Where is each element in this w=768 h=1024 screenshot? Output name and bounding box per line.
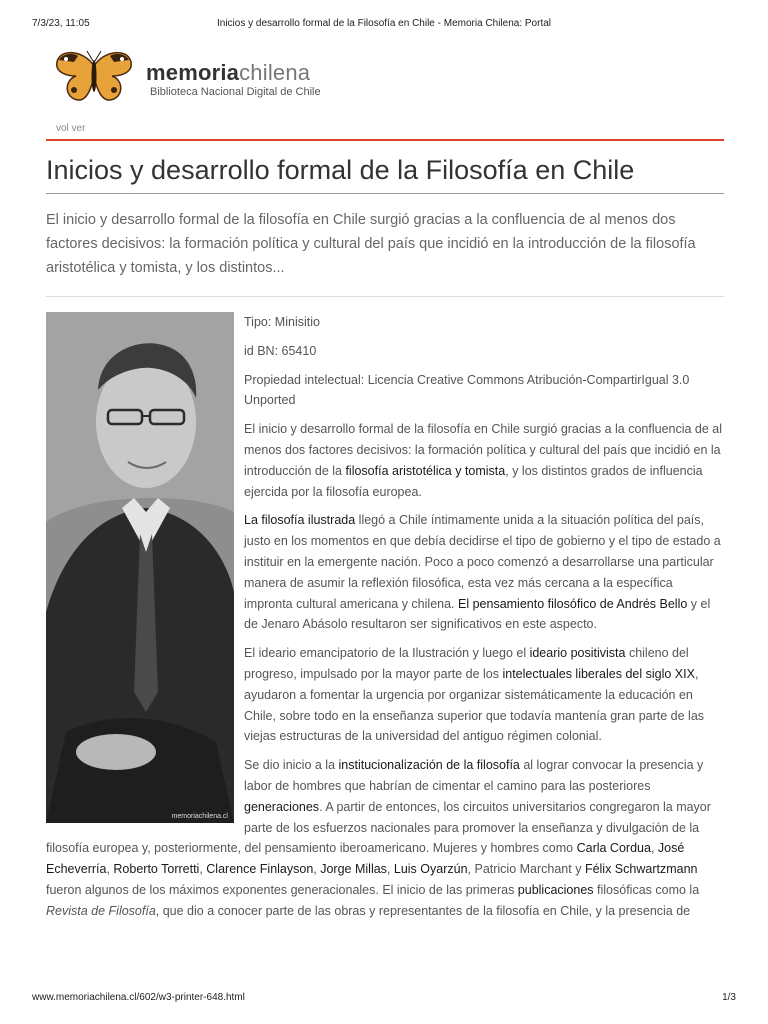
link-generaciones[interactable]: generaciones bbox=[244, 799, 320, 814]
logo-wordmark bbox=[146, 60, 310, 86]
print-footer bbox=[32, 992, 736, 1003]
link-ideario-positivista[interactable]: ideario positivista bbox=[529, 646, 626, 661]
page-title: Inicios y desarrollo formal de la Filosofía en Chile bbox=[46, 155, 635, 185]
lead-summary: El inicio y desarrollo formal de la filosofía en Chile surgió gracias a la confluencia de al menos dos factores decisivos: la formación política y cultural del país que incidió en la introducción de la filosofía aristotélica y tomista, y los distintos... bbox=[46, 212, 696, 276]
print-header bbox=[32, 18, 736, 29]
link-filosofia-aristotelica[interactable]: filosofía aristotélica y tomista bbox=[345, 463, 506, 478]
link-luis-oyarzun[interactable]: Luis Oyarzún bbox=[393, 862, 468, 877]
logo-brand-bold: memoria bbox=[146, 60, 240, 85]
link-roberto-torretti[interactable]: Roberto Torretti bbox=[113, 862, 200, 877]
link-institucionalizacion[interactable]: institucionalización de la filosofía bbox=[338, 758, 520, 773]
article-body bbox=[46, 312, 724, 930]
back-link[interactable]: vol ver bbox=[56, 123, 86, 134]
link-publicaciones[interactable]: publicaciones bbox=[517, 882, 594, 897]
meta-license: Propiedad intelectual: Licencia Creative Commons Atribución-CompartirIgual 3.0 Unported bbox=[244, 372, 690, 408]
butterfly-logo-icon bbox=[54, 48, 134, 104]
paragraph-3: El ideario emancipatorio de la Ilustración y luego el ideario positivista chileno del progreso, impulsado por la mayor parte de los intelectuales liberales del siglo XIX, ayudaron a fomentar la urgencia por organizar sistemáticamente la educación en Chile, sobre todo en la enseñanza superior que todavía mantenía gran parte de las viejas estructuras de la universidad del antiguo régimen colonial. bbox=[244, 646, 705, 744]
link-felix-schwartzmann[interactable]: Félix Schwartzmann bbox=[584, 862, 698, 877]
paragraph-1: El inicio y desarrollo formal de la filosofía en Chile surgió gracias a la confluencia de al menos dos factores decisivos: la formación política y cultural del país que incidió en la introducción de la filosofía aristotélica y tomista, y los distintos grados de influencia ejercida por la filosofía europea. bbox=[244, 422, 723, 499]
title-divider bbox=[46, 193, 724, 194]
paragraph-4: Se dio inicio a la institucionalización de la filosofía al lograr convocar la presencia y labor de hombres que habrían de cimentar el camino para las posteriores generaciones. A partir de entonces, los circuitos universitarios congregaron la mayor parte de los esfuerzos nacionales para promover la enseñanza y divulgación de la filosofía europea y, posteriormente, del pensamiento iberoamericano. Mujeres y hombres como Carla Cordua, José Echeverría, Roberto Torretti, Clarence Finlayson, Jorge Millas, Luis Oyarzún, Patricio Marchant y Félix Schwartzmann fueron algunos de los máximos exponentes generacionales. El inicio de las primeras publicaciones filosóficas como la Revista de Filosofía, que dio a conocer parte de las obras y representantes de la filosofía en Chile, y la presencia de bbox=[46, 758, 711, 918]
link-filosofia-ilustrada[interactable]: La filosofía ilustrada bbox=[244, 513, 356, 528]
paragraph-2: La filosofía ilustrada llegó a Chile íntimamente unida a la situación política del país, justo en los momentos en que debía decidirse el tipo de gobierno y el tipo de estado a instituir en la emergente nación. Poco a poco comenzó a desarrollarse una particular manera de asumir la reflexión filosófica, esta vez más cercana a la específica impronta cultural americana y chilena. El pensamiento filosófico de Andrés Bello y el de Jenaro Abásolo resultaron ser significativos en este aspecto. bbox=[244, 513, 721, 632]
meta-id: id BN: 65410 bbox=[244, 343, 317, 358]
site-logo[interactable] bbox=[54, 48, 354, 108]
link-carla-cordua[interactable]: Carla Cordua bbox=[576, 841, 651, 856]
link-pensamiento-andres-bello[interactable]: El pensamiento filosófico de Andrés Bello bbox=[458, 596, 688, 611]
meta-type: Tipo: Minisitio bbox=[244, 315, 320, 329]
link-clarence-finlayson[interactable]: Clarence Finlayson bbox=[206, 862, 314, 877]
print-datetime: 7/3/23, 11:05 bbox=[32, 18, 90, 29]
lead-divider bbox=[46, 296, 724, 297]
revista-de-filosofia-title: Revista de Filosofía bbox=[46, 903, 156, 918]
link-jose-echeverria[interactable]: José Echeverría bbox=[46, 841, 685, 877]
photo-credit: memoriachilena.cl bbox=[171, 813, 228, 820]
logo-brand-light: chilena bbox=[239, 60, 311, 85]
logo-subtitle: Biblioteca Nacional Digital de Chile bbox=[150, 86, 321, 98]
link-jorge-millas[interactable]: Jorge Millas bbox=[320, 862, 387, 877]
print-url: www.memoriachilena.cl/602/w3-printer-648.html bbox=[32, 992, 245, 1003]
link-intelectuales-liberales[interactable]: intelectuales liberales del siglo XIX bbox=[502, 666, 695, 681]
accent-divider bbox=[46, 139, 724, 141]
print-page-number: 1/3 bbox=[722, 992, 736, 1003]
print-page-title: Inicios y desarrollo formal de la Filosofía en Chile - Memoria Chilena: Portal bbox=[216, 18, 552, 29]
